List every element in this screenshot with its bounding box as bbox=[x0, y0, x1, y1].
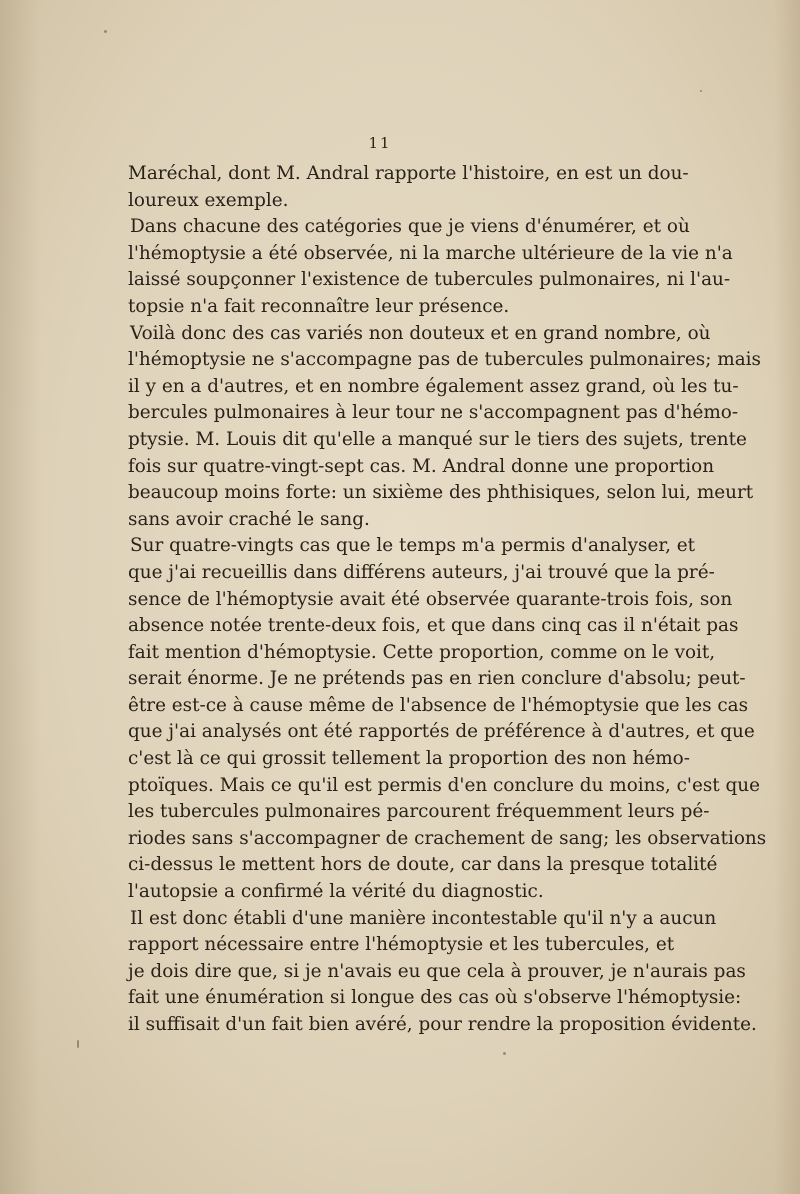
text-line: que j'ai analysés ont été rapportés de préférence à d'autres, et que bbox=[128, 721, 755, 743]
text-line: riodes sans s'accompagner de crachement de sang; les observations bbox=[128, 827, 767, 849]
text-line: l'hémoptysie a été observée, ni la marche ultérieure de la vie n'a bbox=[128, 242, 733, 264]
text-line: Maréchal, dont M. Andral rapporte l'histoire, en est un dou- bbox=[128, 163, 689, 184]
text-line: fait mention d'hémoptysie. Cette proportion, comme on le voit, bbox=[128, 641, 716, 663]
text-line: il y en a d'autres, et en nombre également assez grand, où les tu- bbox=[128, 375, 739, 397]
text-line: beaucoup moins forte: un sixième des phthisiques, selon lui, meurt bbox=[128, 482, 754, 504]
text-line: l'autopsie a confirmé la vérité du diagnostic. bbox=[128, 881, 544, 903]
text-line: loureux exemple. bbox=[128, 189, 289, 211]
text-line: absence notée trente-deux fois, et que dans cinq cas il n'était pas bbox=[128, 615, 739, 637]
text-line: sans avoir craché le sang. bbox=[128, 508, 370, 530]
body-text bbox=[128, 161, 767, 1039]
page-number: 11 bbox=[368, 134, 392, 152]
text-line: je dois dire que, si je n'avais eu que cela à prouver, je n'aurais pas bbox=[128, 960, 746, 982]
text-line: Sur quatre-vingts cas que le temps m'a permis d'analyser, et bbox=[130, 535, 696, 557]
text-line: fois sur quatre-vingt-sept cas. M. Andral donne une proportion bbox=[128, 455, 715, 477]
text-line: fait une énumération si longue des cas où s'observe l'hémoptysie: bbox=[128, 987, 742, 1009]
text-line: ci-dessus le mettent hors de doute, car dans la presque totalité bbox=[128, 854, 718, 876]
text-line: serait énorme. Je ne prétends pas en rien conclure d'absolu; peut- bbox=[128, 668, 746, 690]
text-line: bercules pulmonaires à leur tour ne s'accompagnent pas d'hémo- bbox=[128, 402, 739, 424]
text-line: Voilà donc des cas variés non douteux et en grand nombre, où bbox=[130, 322, 711, 344]
text-line: les tubercules pulmonaires parcourent fréquemment leurs pé- bbox=[128, 801, 710, 823]
text-line: il suffisait d'un fait bien avéré, pour rendre la proposition évidente. bbox=[128, 1014, 757, 1035]
gutter-shadow bbox=[0, 0, 40, 1194]
paper-speck bbox=[77, 1040, 79, 1048]
edge-shadow bbox=[774, 0, 800, 1194]
paper-speck bbox=[104, 30, 107, 33]
paper-speck bbox=[503, 1052, 506, 1055]
text-line: rapport nécessaire entre l'hémoptysie et les tubercules, et bbox=[128, 934, 675, 956]
text-line: Il est donc établi d'une manière incontestable qu'il n'y a aucun bbox=[130, 907, 717, 929]
text-line: sence de l'hémoptysie avait été observée quarante-trois fois, son bbox=[128, 588, 733, 610]
text-line: Dans chacune des catégories que je viens d'énumérer, et où bbox=[130, 216, 690, 238]
text-line: c'est là ce qui grossit tellement la proportion des non hémo- bbox=[128, 748, 690, 770]
text-line: laissé soupçonner l'existence de tubercules pulmonaires, ni l'au- bbox=[128, 269, 731, 291]
text-line: topsie n'a fait reconnaître leur présence. bbox=[128, 295, 510, 317]
text-line: ptysie. M. Louis dit qu'elle a manqué sur le tiers des sujets, trente bbox=[128, 428, 747, 450]
text-line: être est-ce à cause même de l'absence de l'hémoptysie que les cas bbox=[128, 694, 749, 716]
text-line: l'hémoptysie ne s'accompagne pas de tubercules pulmonaires; mais bbox=[128, 349, 761, 371]
text-line: que j'ai recueillis dans différens auteurs, j'ai trouvé que la pré- bbox=[128, 561, 715, 583]
text-line: ptoïques. Mais ce qu'il est permis d'en conclure du moins, c'est que bbox=[128, 774, 761, 796]
paper-speck bbox=[700, 90, 702, 92]
